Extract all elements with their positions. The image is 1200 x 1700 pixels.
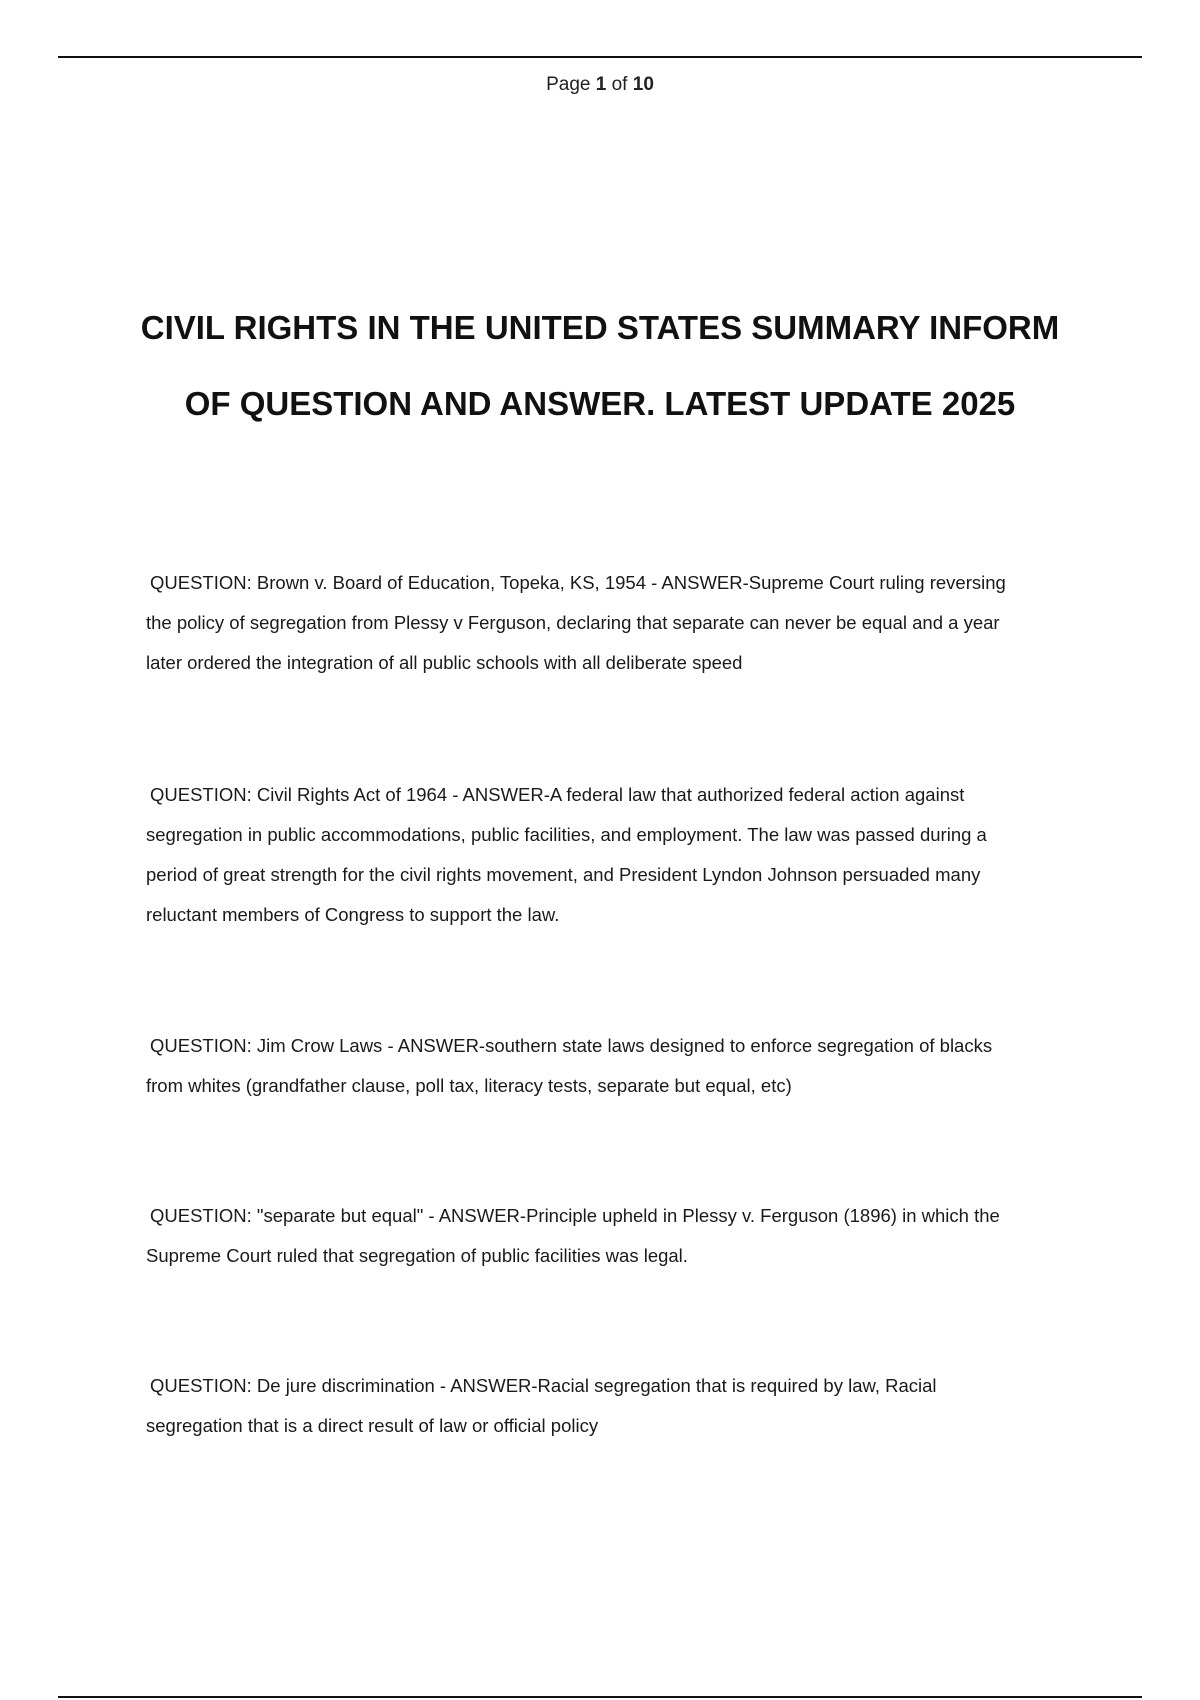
qa-line: segregation that is a direct result of law or official policy bbox=[146, 1415, 599, 1436]
qa-line: Supreme Court ruled that segregation of public facilities was legal. bbox=[146, 1245, 688, 1266]
qa-line: QUESTION: "separate but equal" - ANSWER-Principle upheld in Plessy v. Ferguson (1896) in which the bbox=[150, 1205, 1000, 1226]
qa-line: from whites (grandfather clause, poll tax, literacy tests, separate but equal, etc) bbox=[146, 1075, 792, 1096]
page-number bbox=[0, 74, 1200, 96]
qa-line: QUESTION: De jure discrimination - ANSWER-Racial segregation that is required by law, Racial bbox=[150, 1375, 937, 1396]
footer-rule bbox=[58, 1696, 1142, 1698]
qa-line: the policy of segregation from Plessy v Ferguson, declaring that separate can never be equal and a year bbox=[146, 612, 1000, 633]
qa-line: QUESTION: Brown v. Board of Education, Topeka, KS, 1954 - ANSWER-Supreme Court ruling reversing bbox=[150, 572, 1006, 593]
qa-line: segregation in public accommodations, public facilities, and employment. The law was passed during a bbox=[146, 824, 987, 845]
qa-item bbox=[146, 775, 1086, 935]
header-rule bbox=[58, 56, 1142, 58]
qa-line: QUESTION: Jim Crow Laws - ANSWER-southern state laws designed to enforce segregation of blacks bbox=[150, 1035, 993, 1056]
document-title bbox=[100, 290, 1100, 442]
qa-line: QUESTION: Civil Rights Act of 1964 - ANSWER-A federal law that authorized federal action against bbox=[150, 784, 965, 805]
qa-line: later ordered the integration of all public schools with all deliberate speed bbox=[146, 652, 743, 673]
page-total: 10 bbox=[632, 74, 654, 95]
page-of-label: of bbox=[611, 74, 628, 95]
qa-item bbox=[146, 1196, 1086, 1276]
title-line: CIVIL RIGHTS IN THE UNITED STATES SUMMARY INFORM bbox=[140, 309, 1060, 346]
qa-line: period of great strength for the civil rights movement, and President Lyndon Johnson persuaded many bbox=[146, 864, 981, 885]
page-current: 1 bbox=[595, 74, 607, 95]
page-label: Page bbox=[546, 74, 591, 95]
qa-item bbox=[146, 1026, 1086, 1106]
title-line: OF QUESTION AND ANSWER. LATEST UPDATE 2025 bbox=[184, 385, 1016, 422]
qa-item bbox=[146, 1366, 1086, 1446]
qa-line: reluctant members of Congress to support the law. bbox=[146, 904, 560, 925]
qa-item bbox=[146, 563, 1086, 683]
